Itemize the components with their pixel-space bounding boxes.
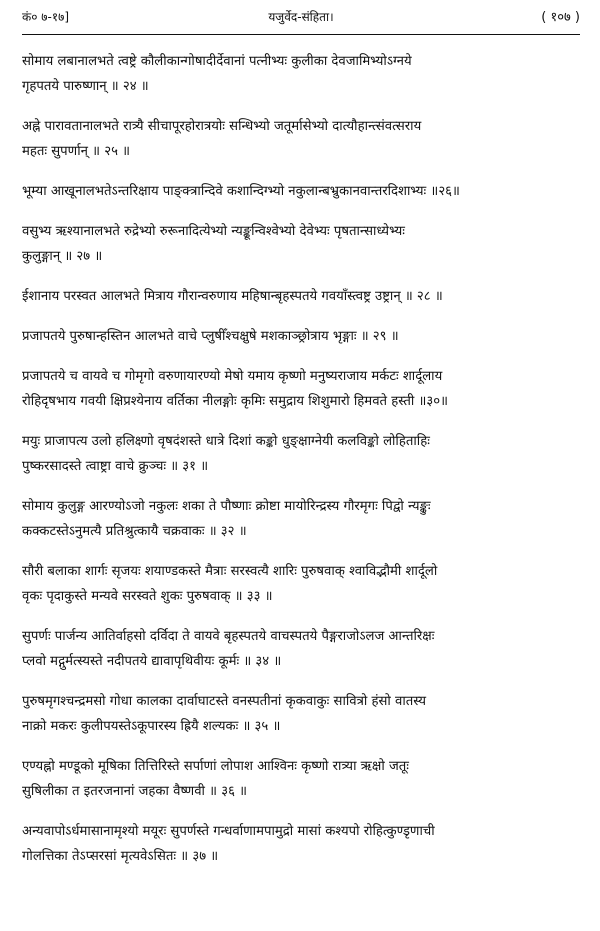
verse-line: रोहिदृषभाय गवयी क्षिप्रश्येनाय वर्तिका नीलङ्गोः कृमिः समुद्राय शिशुमारो हिमवते हस्ती ॥३०॥ bbox=[22, 394, 449, 409]
verse-block bbox=[22, 819, 580, 869]
verse-block bbox=[22, 49, 580, 99]
verse-line: वसुभ्य ऋश्यानालभते रुद्रेभ्यो रुरूनादित्येभ्यो न्यङ्कून्विश्वेभ्यो देवेभ्यः पृषतान्साध्येभ्यः bbox=[22, 224, 405, 239]
verse-block bbox=[22, 284, 580, 309]
verse-block bbox=[22, 754, 580, 804]
verse-block bbox=[22, 494, 580, 544]
page-header bbox=[22, 6, 580, 28]
chapter-verse-reference: कं० ७-१७] bbox=[22, 10, 70, 24]
verse-block bbox=[22, 179, 580, 204]
verse-line: भूम्या आखूनालभतेऽन्तरिक्षाय पाङ्क्त्रान्दिवे कशान्दिग्भ्यो नकुलान्बभ्रुकानवान्तरदिशाभ्यः ॥२६॥ bbox=[22, 184, 460, 199]
verse-line: गृहपतये पारुष्णान् ॥ २४ ॥ bbox=[22, 79, 149, 94]
verse-line: कुलुङ्गान् ॥ २७ ॥ bbox=[22, 249, 103, 264]
running-title: यजुर्वेद-संहिता। bbox=[268, 10, 334, 24]
verse-line: सौरी बलाका शार्गः सृजयः शयाण्डकस्ते मैत्राः सरस्वत्यै शारिः पुरुषवाक् श्वाविद्भौमी शार्दूलो bbox=[22, 564, 438, 579]
page-number: ( १०७ ) bbox=[541, 10, 580, 25]
verse-line: सुषिलीका त इतरजनानां जहका वैष्णवी ॥ ३६ ॥ bbox=[22, 784, 248, 799]
verse-line: पुरुषमृगश्चन्द्रमसो गोधा कालका दार्वाघाटस्ते वनस्पतीनां कृकवाकुः सावित्रो हंसो वातस्य bbox=[22, 694, 427, 709]
verse-line: पुष्करसादस्ते त्वाष्ट्रा वाचे क्रुञ्चः ॥ ३१ ॥ bbox=[22, 459, 209, 474]
header-rule bbox=[22, 34, 580, 35]
verse-line: सोमाय कुलुङ्ग आरण्योऽजो नकुलः शका ते पौष्णाः क्रोष्टा मायोरिन्द्रस्य गौरमृगः पिद्वो न्यङ्कुः bbox=[22, 499, 431, 514]
verse-line: गोलत्तिका तेऽप्सरसां मृत्यवेऽसितः ॥ ३७ ॥ bbox=[22, 849, 219, 864]
verse-block bbox=[22, 559, 580, 609]
verse-line: प्रजापतये पुरुषान्हस्तिन आलभते वाचे प्लुषीँश्चक्षुषे मशकाञ्छ्रोत्राय भृङ्गाः ॥ २९ ॥ bbox=[22, 329, 399, 344]
verse-block bbox=[22, 324, 580, 349]
verse-line: वृकः पृदाकुस्ते मन्यवे सरस्वते शुकः पुरुषवाक् ॥ ३३ ॥ bbox=[22, 589, 273, 604]
verse-block bbox=[22, 114, 580, 164]
verse-block bbox=[22, 219, 580, 269]
verse-line: महतः सुपर्णान् ॥ २५ ॥ bbox=[22, 144, 131, 159]
verse-block bbox=[22, 624, 580, 674]
verse-line: प्रजापतये च वायवे च गोमृगो वरुणायारण्यो मेषो यमाय कृष्णो मनुष्यराजाय मर्कटः शार्दूलाय bbox=[22, 369, 443, 384]
verse-line: सुपर्णः पार्जन्य आतिर्वाहसो दर्विदा ते वायवे बृहस्पतये वाचस्पतये पैङ्गराजोऽलज आन्तरिक्षः bbox=[22, 629, 435, 644]
verse-line: अन्यवापोऽर्धमासानामृश्यो मयूरः सुपर्णस्ते गन्धर्वाणामपामुद्रो मासां कश्यपो रोहित्कुण्डृणाची bbox=[22, 824, 435, 839]
verse-line: अह्ने पारावतानालभते रात्र्यै सीचापूरहोरात्रयोः सन्धिभ्यो जतूर्मासेभ्यो दात्यौहान्त्संवत्सराय bbox=[22, 119, 422, 134]
verse-line: एण्यह्नो मण्डूको मूषिका तित्तिरिस्ते सर्पाणां लोपाश आश्विनः कृष्णो रात्र्या ऋक्षो जतूः bbox=[22, 759, 409, 774]
verse-line: कक्कटस्तेऽनुमत्यै प्रतिश्रुत्कायै चक्रवाकः ॥ ३२ ॥ bbox=[22, 524, 247, 539]
verse-line: मयुः प्राजापत्य उलो हलिक्ष्णो वृषदंशस्ते धात्रे दिशां कङ्को धुङ्क्षाग्नेयी कलविङ्को लोहिताहिः bbox=[22, 434, 430, 449]
verse-line: नाक्रो मकरः कुलीपयस्तेऽकूपारस्य ह्रियै शल्यकः ॥ ३५ ॥ bbox=[22, 719, 281, 734]
verse-line: प्लवो मद्गुर्मत्स्यस्ते नदीपतये द्यावापृथिवीयः कूर्मः ॥ ३४ ॥ bbox=[22, 654, 282, 669]
verse-block bbox=[22, 689, 580, 739]
verse-block bbox=[22, 429, 580, 479]
verse-list bbox=[22, 49, 580, 869]
verse-line: सोमाय लबानालभते त्वष्ट्रे कौलीकान्गोषादीर्देवानां पत्नीभ्यः कुलीका देवजामिभ्योऽग्नये bbox=[22, 54, 412, 69]
verse-block bbox=[22, 364, 580, 414]
verse-line: ईशानाय परस्वत आलभते मित्राय गौरान्वरुणाय महिषान्बृहस्पतये गवयाँस्त्वष्ट्र उष्ट्रान् ॥ २८ ॥ bbox=[22, 289, 443, 304]
